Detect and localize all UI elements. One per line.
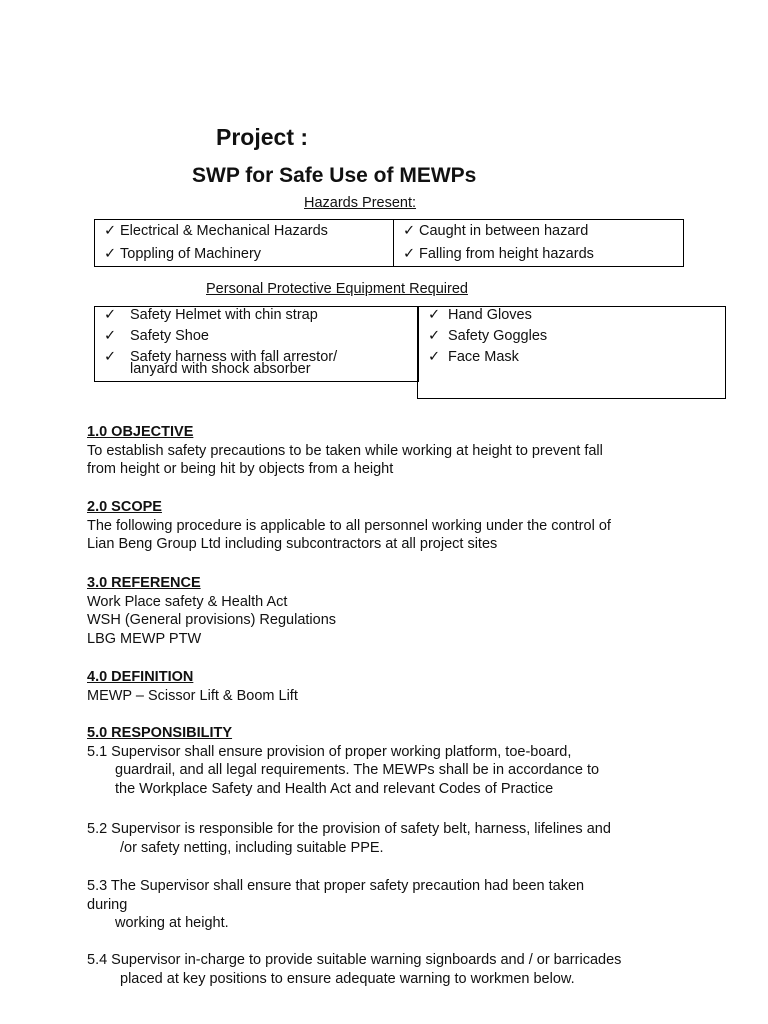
project-label: Project : xyxy=(216,124,309,150)
ppe-item-continued: lanyard with shock absorber xyxy=(130,361,311,377)
body-line: The following procedure is applicable to all personnel working under the control of xyxy=(87,517,611,534)
body-line: from height or being hit by objects from a height xyxy=(87,461,394,478)
ppe-item: ✓ Face Mask xyxy=(428,349,519,365)
paragraph-5-4 xyxy=(87,951,621,988)
section-reference xyxy=(87,574,336,648)
section-heading: 1.0 OBJECTIVE xyxy=(87,424,194,440)
section-heading: 2.0 SCOPE xyxy=(87,499,162,515)
body-line: Lian Beng Group Ltd including subcontractors at all project sites xyxy=(87,536,498,553)
body-line: /or safety netting, including suitable PPE. xyxy=(120,839,384,856)
section-definition xyxy=(87,668,298,705)
check-icon: ✓ xyxy=(403,223,416,239)
body-line: WSH (General provisions) Regulations xyxy=(87,612,337,629)
check-icon: ✓ xyxy=(403,246,416,262)
check-icon: ✓ xyxy=(104,307,117,323)
hazard-item: ✓ Falling from height hazards xyxy=(403,246,594,262)
body-line: the Workplace Safety and Health Act and relevant Codes of Practice xyxy=(115,780,554,797)
body-line: To establish safety precautions to be taken while working at height to prevent fall xyxy=(87,442,603,459)
section-heading: 3.0 REFERENCE xyxy=(87,575,201,591)
body-line: 5.4 Supervisor in-charge to provide suitable warning signboards and / or barricades xyxy=(87,952,622,968)
ppe-item: ✓ Safety Goggles xyxy=(428,328,548,344)
check-icon: ✓ xyxy=(104,349,117,365)
check-icon: ✓ xyxy=(428,349,441,365)
section-heading: 5.0 RESPONSIBILITY xyxy=(87,725,233,741)
body-line: working at height. xyxy=(115,915,229,932)
section-objective xyxy=(87,423,603,479)
body-line: placed at key positions to ensure adequate warning to workmen below. xyxy=(120,970,575,987)
check-icon: ✓ xyxy=(104,223,117,239)
section-heading: 4.0 DEFINITION xyxy=(87,669,194,685)
body-line: guardrail, and all legal requirements. The MEWPs shall be in accordance to xyxy=(115,762,600,779)
body-line: LBG MEWP PTW xyxy=(87,630,202,647)
ppe-item: ✓ Safety Helmet with chin strap xyxy=(104,307,318,323)
body-line: 5.3 The Supervisor shall ensure that proper safety precaution had been taken xyxy=(87,878,585,894)
paragraph-5-3 xyxy=(87,877,584,933)
ppe-item: ✓ Safety harness with fall arrestor/ xyxy=(104,349,338,365)
hazards-caption: Hazards Present: xyxy=(304,195,417,211)
hazard-item: ✓ Toppling of Machinery xyxy=(104,246,262,262)
hazard-item: ✓ Caught in between hazard xyxy=(403,223,589,239)
check-icon: ✓ xyxy=(104,246,117,262)
section-scope xyxy=(87,498,611,554)
check-icon: ✓ xyxy=(428,328,441,344)
ppe-item: ✓ Hand Gloves xyxy=(428,307,532,323)
check-icon: ✓ xyxy=(428,307,441,323)
body-line: 5.1 Supervisor shall ensure provision of proper working platform, toe-board, xyxy=(87,743,572,760)
section-responsibility xyxy=(87,724,599,798)
paragraph-5-2 xyxy=(87,820,611,857)
body-line: Work Place safety & Health Act xyxy=(87,593,288,610)
body-line: during xyxy=(87,896,128,913)
body-line: MEWP – Scissor Lift & Boom Lift xyxy=(87,687,298,704)
document-title: SWP for Safe Use of MEWPs xyxy=(192,164,477,187)
body-line: 5.2 Supervisor is responsible for the provision of safety belt, harness, lifelines and xyxy=(87,821,611,837)
hazards-table xyxy=(94,219,684,267)
hazard-item: ✓ Electrical & Mechanical Hazards xyxy=(104,223,328,239)
ppe-caption: Personal Protective Equipment Required xyxy=(206,281,468,297)
ppe-item: ✓ Safety Shoe xyxy=(104,328,209,344)
check-icon: ✓ xyxy=(104,328,117,344)
hazards-divider xyxy=(393,220,394,266)
